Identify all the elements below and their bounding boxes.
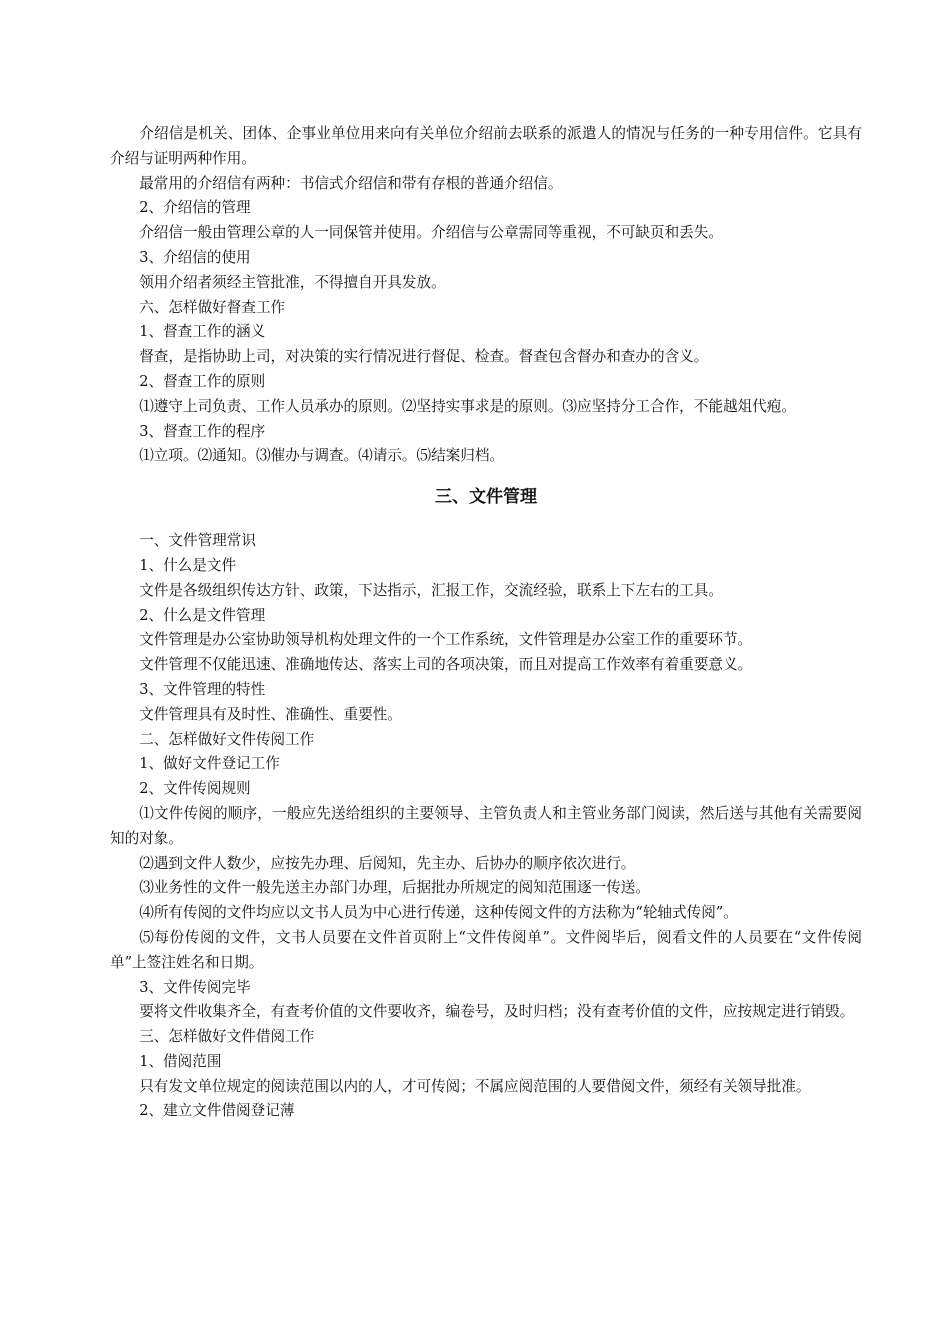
- paragraph: 领用介绍者须经主管批准，不得擅自开具发放。: [139, 273, 446, 291]
- document-page: [110, 122, 862, 1124]
- subheading: 2、文件传阅规则: [139, 780, 251, 798]
- paragraph: 要将文件收集齐全，有查考价值的文件要收齐，编卷号，及时归档；没有查考价值的文件，应按规定进行销毁。: [139, 1003, 855, 1021]
- paragraphs-bottom: [110, 529, 862, 1124]
- subheading: 六、怎样做好督查工作: [139, 298, 286, 316]
- paragraph: ⑷所有传阅的文件均应以文书人员为中心进行传递，这种传阅文件的方法称为“轮轴式传阅”。: [139, 904, 738, 922]
- subheading: 1、借阅范围: [139, 1052, 222, 1070]
- subheading: 2、什么是文件管理: [139, 606, 266, 624]
- subheading: 二、怎样做好文件传阅工作: [139, 730, 315, 748]
- subheading: 2、建立文件借阅登记薄: [139, 1102, 295, 1120]
- subheading: 1、做好文件登记工作: [139, 755, 280, 773]
- paragraph: 只有发文单位规定的阅读范围以内的人，才可传阅；不属应阅范围的人要借阅文件，须经有关领导批准。: [139, 1077, 811, 1095]
- subheading: 1、什么是文件: [139, 556, 237, 574]
- subheading: 1、督查工作的涵义: [139, 323, 266, 341]
- paragraph: ⑸每份传阅的文件，文书人员要在文件首页附上“文件传阅单”。文件阅毕后，阅看文件的人员要在“文件传阅单”上签注姓名和日期。: [110, 928, 862, 971]
- paragraphs-top: [110, 122, 862, 469]
- paragraph: 文件管理具有及时性、准确性、重要性。: [139, 705, 402, 723]
- paragraph: 文件管理是办公室协助领导机构处理文件的一个工作系统，文件管理是办公室工作的重要环节。: [139, 631, 753, 649]
- subheading: 一、文件管理常识: [139, 532, 256, 550]
- subheading: 3、文件传阅完毕: [139, 978, 251, 996]
- subheading: 2、督查工作的原则: [139, 372, 266, 390]
- section-title: 三、文件管理: [435, 487, 537, 508]
- paragraph: 介绍信一般由管理公章的人一同保管并使用。介绍信与公章需同等重视，不可缺页和丢失。: [139, 224, 723, 242]
- paragraph: 文件是各级组织传达方针、政策，下达指示，汇报工作，交流经验，联系上下左右的工具。: [139, 581, 723, 599]
- paragraph: 介绍信是机关、团体、企事业单位用来向有关单位介绍前去联系的派遣人的情况与任务的一种专用信件。它具有介绍与证明两种作用。: [110, 125, 862, 167]
- paragraph: ⑶业务性的文件一般先送主办部门办理，后据批办所规定的阅知范围逐一传送。: [139, 879, 650, 897]
- paragraph: 最常用的介绍信有两种：书信式介绍信和带有存根的普通介绍信。: [139, 174, 563, 192]
- subheading: 3、介绍信的使用: [139, 248, 251, 266]
- subheading: 三、怎样做好文件借阅工作: [139, 1028, 315, 1046]
- paragraph: 文件管理不仅能迅速、准确地传达、落实上司的各项决策，而且对提高工作效率有着重要意义。: [139, 656, 753, 674]
- paragraph: ⑵遇到文件人数少，应按先办理、后阅知，先主办、后协办的顺序依次进行。: [139, 854, 636, 872]
- subheading: 3、督查工作的程序: [139, 422, 266, 440]
- paragraph: ⑴遵守上司负责、工作人员承办的原则。⑵坚持实事求是的原则。⑶应坚持分工合作，不能越俎代疱。: [139, 397, 796, 415]
- paragraph: ⑴文件传阅的顺序，一般应先送给组织的主要领导、主管负责人和主管业务部门阅读，然后送与其他有关需要阅知的对象。: [110, 804, 862, 847]
- subheading: 2、介绍信的管理: [139, 199, 251, 217]
- paragraph: ⑴立项。⑵通知。⑶催办与调查。⑷请示。⑸结案归档。: [139, 447, 505, 465]
- subheading: 3、文件管理的特性: [139, 680, 266, 698]
- paragraph: 督查，是指协助上司，对决策的实行情况进行督促、检查。督查包含督办和查办的含义。: [139, 348, 709, 366]
